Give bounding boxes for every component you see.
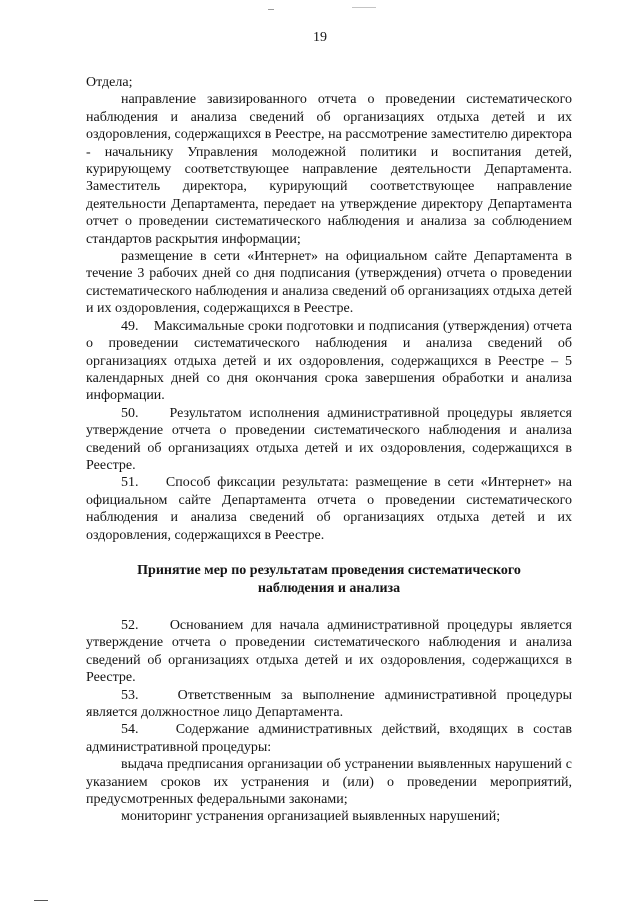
paragraph: 49. Максимальные сроки подготовки и подписания (утверждения) отчета о проведении систематического наблюдения и анализа сведений об организациях отдыха детей и их оздоровления, содержащихся в Реестре – 5 календарных дней со дня окончания срока завершения обработки и анализа информации. xyxy=(86,318,572,404)
section-heading-line-1: Принятие мер по результатам проведения систематического xyxy=(137,562,521,578)
paragraphs-after-heading xyxy=(86,617,572,826)
paragraph: 54. Содержание административных действий, входящих в состав административной процедуры: xyxy=(86,722,572,755)
scan-artifact-bottom-left xyxy=(34,900,48,901)
scan-artifact-top-right xyxy=(352,7,376,8)
document-body xyxy=(86,74,572,826)
paragraph: 50. Результатом исполнения административной процедуры является утверждение отчета о проведении систематического наблюдения и анализа сведений об организациях отдыха детей и их оздоровления, содержащихся в Реестре. xyxy=(86,405,572,473)
paragraph: размещение в сети «Интернет» на официальном сайте Департамента в течение 3 рабочих дней со дня подписания (утверждения) отчета о проведении систематического наблюдения и анализа сведений об организациях отдыха детей и их оздоровления, содержащихся в Реестре. xyxy=(86,249,572,317)
section-heading-line-2: наблюдения и анализа xyxy=(257,580,401,596)
scan-artifact-top xyxy=(268,9,274,10)
paragraph: 52. Основанием для начала административной процедуры является утверждение отчета о проведении систематического наблюдения и анализа сведений об организациях отдыха детей и их оздоровления, содержащихся в Реестре. xyxy=(86,617,572,686)
paragraph: Отдела; xyxy=(86,75,133,90)
paragraph: мониторинг устранения организацией выявленных нарушений; xyxy=(121,809,501,825)
paragraphs-before-heading xyxy=(86,74,572,544)
paragraph: выдача предписания организации об устранении выявленных нарушений с указанием сроков их устранения и (или) о проведении мероприятий, предусмотренных федеральными законами; xyxy=(86,757,572,808)
paragraph: 53. Ответственным за выполнение административной процедуры является должностное лицо Департамента. xyxy=(86,687,572,720)
paragraph: 51. Способ фиксации результата: размещение в сети «Интернет» на официальном сайте Департамента отчета о проведении систематического наблюдения и анализа сведений об организациях отдыха детей и их оздоровления, содержащихся в Реестре. xyxy=(86,475,572,543)
section-heading xyxy=(86,562,572,598)
paragraph: направление завизированного отчета о проведении систематического наблюдения и анализа сведений об организациях отдыха детей и их оздоровления, содержащихся в Реестре, на рассмотрение заместителю директора - начальнику Управления молодежной политики и воспитания детей, курирующему соответствующее направление деятельности Департамента. Заместитель директора, курирующий соответствующее направление деятельности Департамента, передает на утверждение директору Департамента отчет о проведении систематического наблюдения и анализа за соблюдением стандартов раскрытия информации; xyxy=(86,92,572,247)
page-number: 19 xyxy=(313,30,327,45)
